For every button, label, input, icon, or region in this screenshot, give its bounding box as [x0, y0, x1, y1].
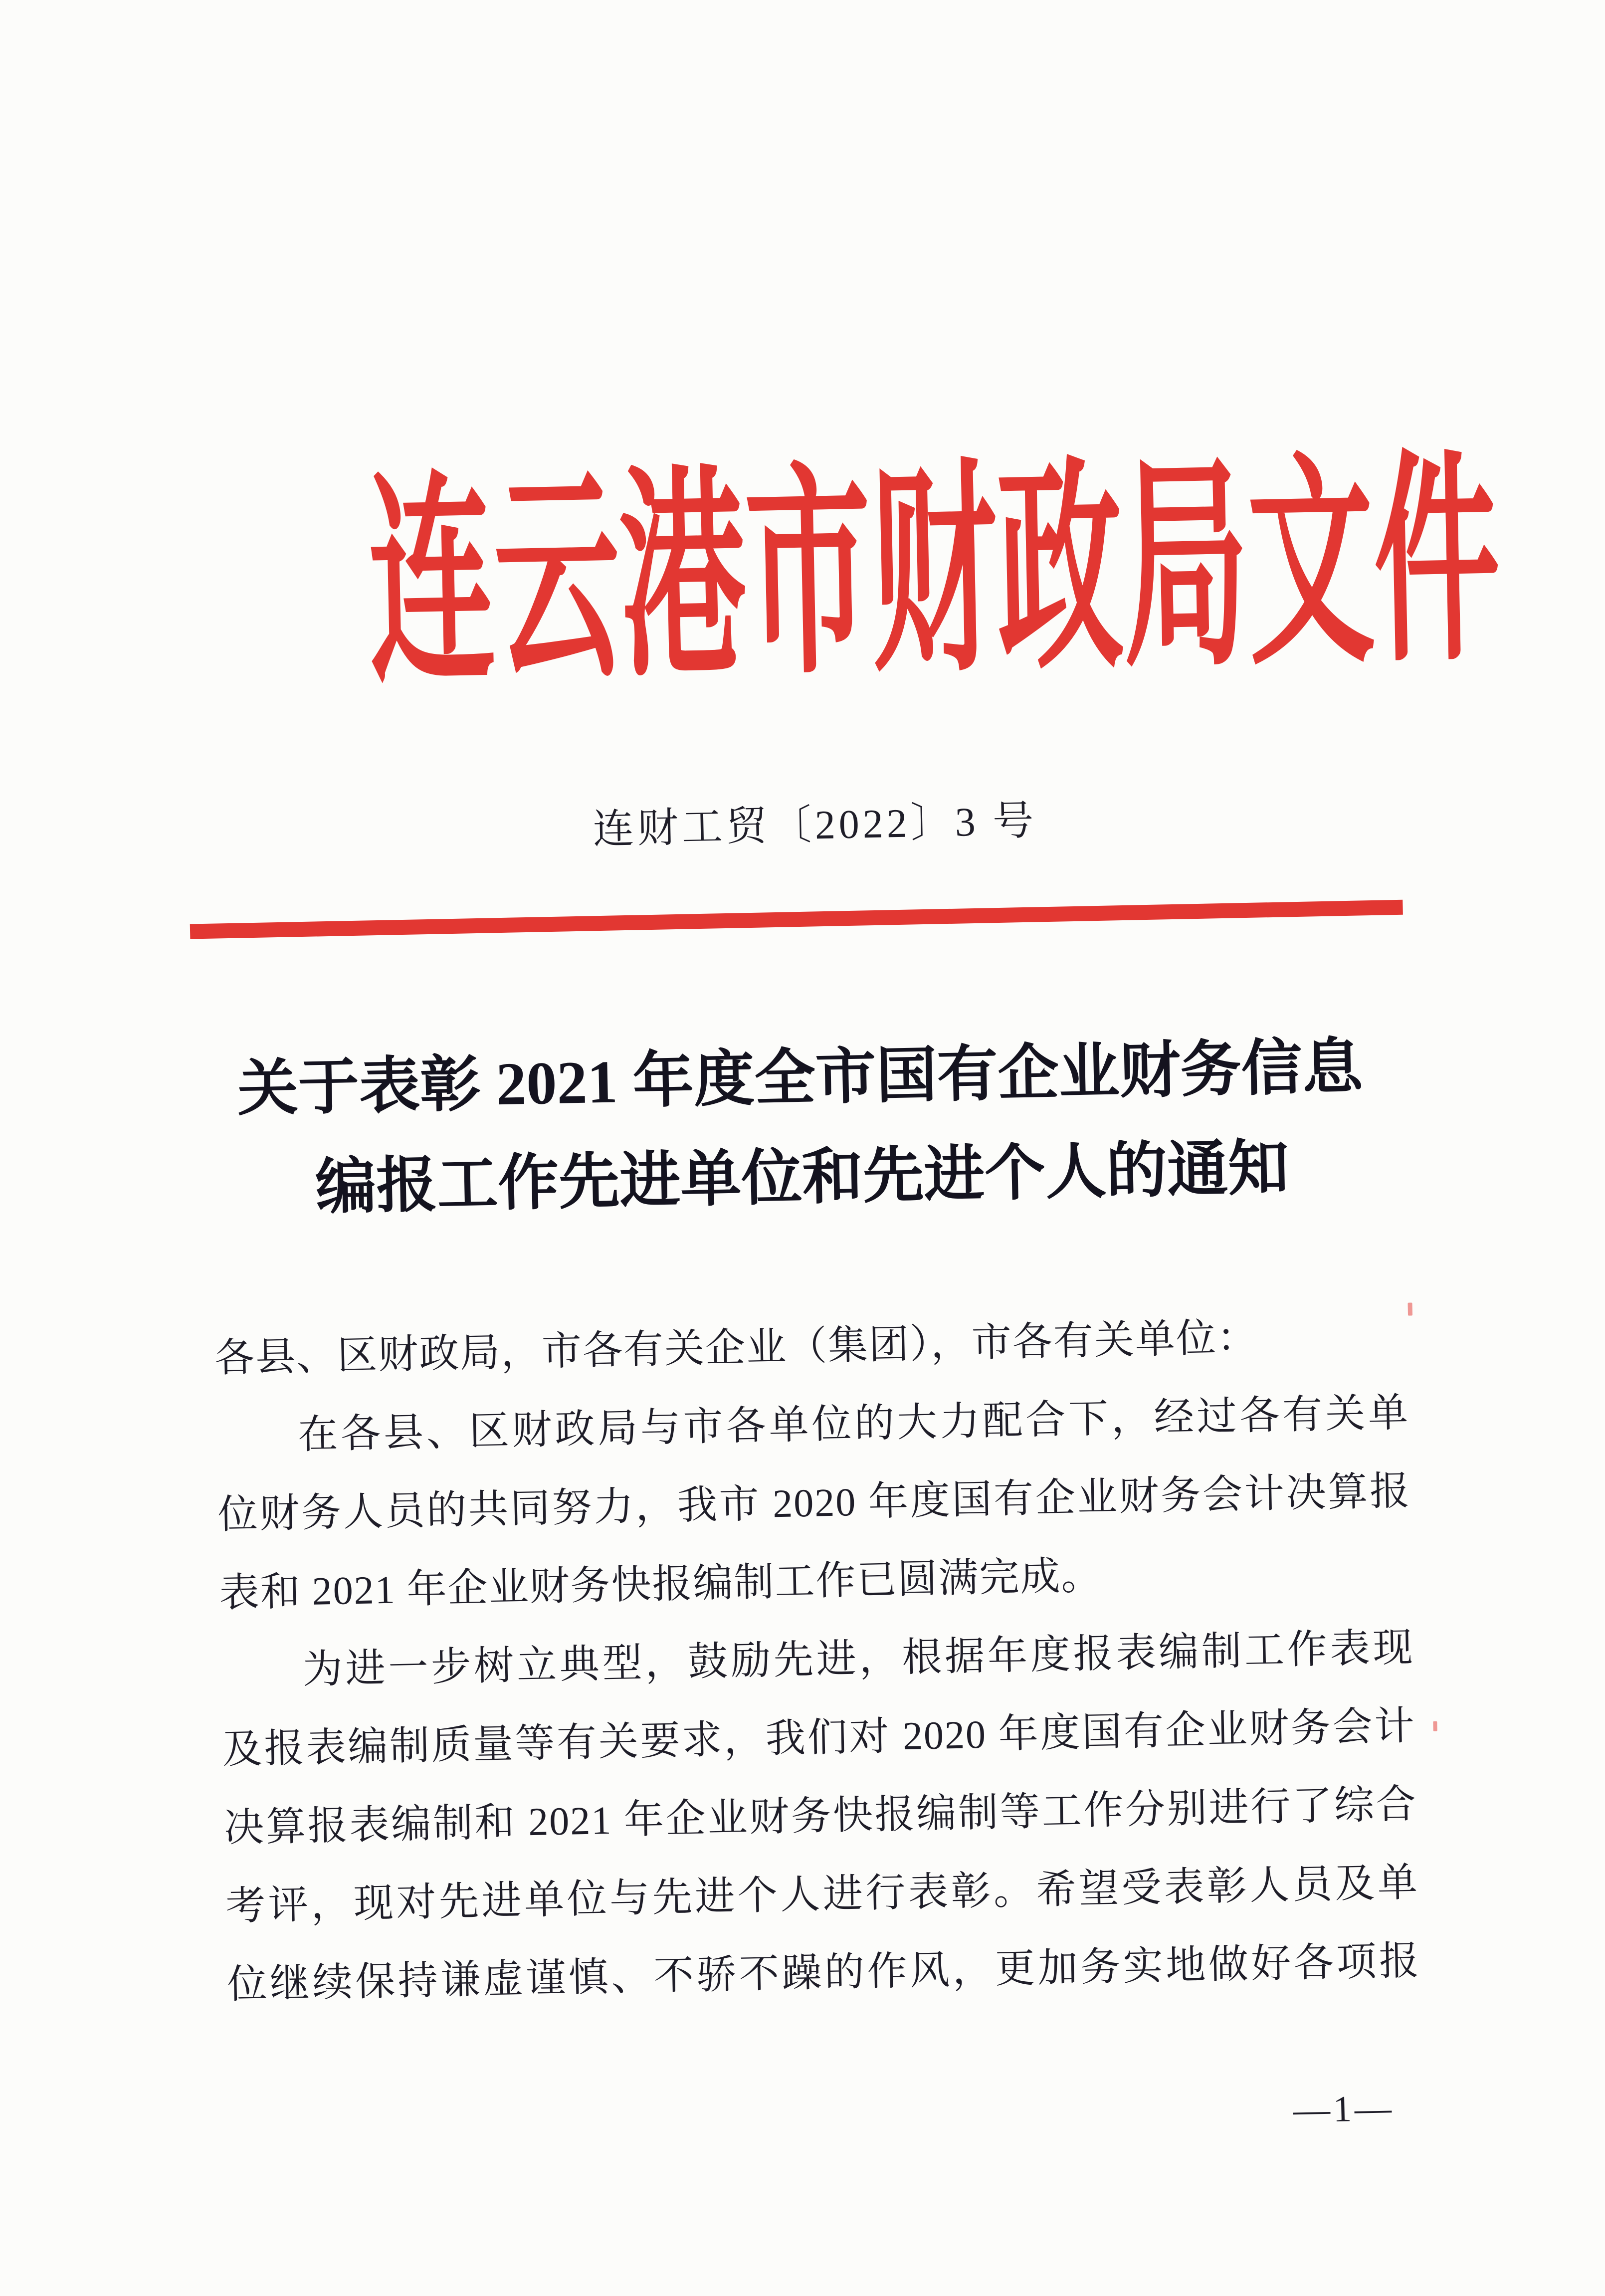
- body-text: [214, 1296, 1421, 2025]
- subject-title: [0, 1013, 1605, 1245]
- body-line: 位继续保持谦虚谨慎、不骄不躁的作风，更加务实地做好各项报: [226, 1939, 1420, 2007]
- document-number: 连财工贸〔2022〕3 号: [592, 798, 1038, 852]
- body-line: 位财务人员的共同努力，我市 2020 年度国有企业财务会计决算报: [217, 1469, 1411, 1537]
- scan-artifact: [1433, 1721, 1437, 1731]
- scan-artifact: [1407, 1303, 1412, 1316]
- subject-title-line1: 关于表彰 2021 年度全市国有企业财务信息: [236, 1033, 1364, 1123]
- body-line: 为进一步树立典型，鼓励先进，根据年度报表编制工作表现: [302, 1626, 1414, 1692]
- body-line: 考评，现对先进单位与先进个人进行表彰。希望受表彰人员及单: [225, 1861, 1419, 1929]
- page-number: —1—: [1293, 2087, 1395, 2131]
- red-divider-line: [190, 900, 1403, 939]
- body-line: 在各县、区财政局与市各单位的大力配合下，经过各有关单: [297, 1391, 1409, 1458]
- body-line: 及报表编制质量等有关要求，我们对 2020 年度国有企业财务会计: [222, 1704, 1416, 1772]
- body-line: 表和 2021 年企业财务快报编制工作已圆满完成。: [218, 1554, 1103, 1616]
- subject-title-line2: 编报工作先进单位和先进个人的通知: [315, 1134, 1290, 1222]
- body-line-salutation: 各县、区财政局，市各有关企业（集团），市各有关单位：: [214, 1315, 1258, 1381]
- body-line: 决算报表编制和 2021 年企业财务快报编制等工作分别进行了综合: [223, 1782, 1417, 1851]
- agency-masthead-title: 连云港市财政局文件: [366, 437, 1502, 709]
